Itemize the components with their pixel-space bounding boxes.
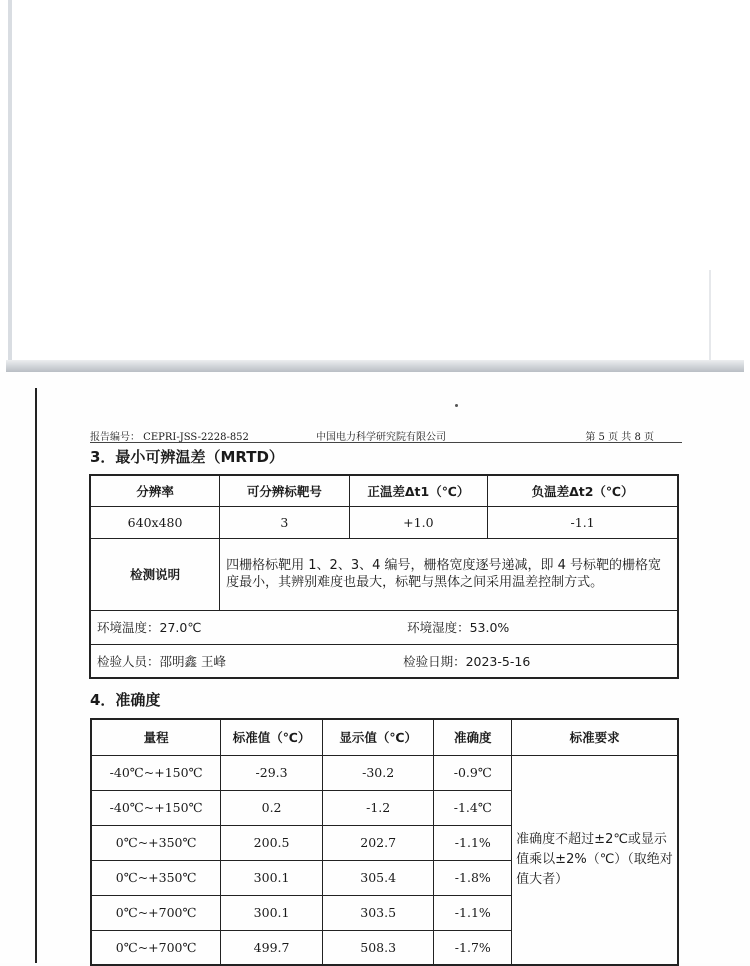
accuracy-header-row [91,719,678,755]
inspection-date: 检验日期：2023-5-16 [349,644,678,678]
cell-accuracy: -1.1% [434,895,512,930]
page-binding-line [35,388,37,963]
requirement-text: 准确度不超过±2℃或显示值乘以±2%（℃）（取绝对值大者） [512,755,678,965]
scan-speck [455,404,458,407]
col-accuracy: 准确度 [434,719,512,755]
env-row [90,610,678,644]
report-number: 报告编号： CEPRI-JSS-2228-852 [90,432,249,443]
cell-standard: 200.5 [221,825,323,860]
sheet-right-edge [709,270,711,365]
col-standard-value: 标准值（℃） [221,719,323,755]
page-header [90,426,682,443]
section-4-title: 4．准确度 [90,691,161,709]
mrtd-table [89,474,679,679]
desc-text: 四栅格标靶用 1、2、3、4 编号，栅格宽度逐号递减，即 4 号标靶的栅格宽度最小，其辨别难度也最大，标靶与黑体之间采用温差控制方式。 [220,538,678,610]
col-positive-delta: 正温差Δt1（℃） [349,475,488,506]
cell-accuracy: -1.4℃ [434,790,512,825]
cell-display: 508.3 [322,930,434,965]
col-requirement: 标准要求 [512,719,678,755]
cell-range: -40℃~+150℃ [91,755,221,790]
cell-display: -1.2 [322,790,434,825]
cell-range: 0℃~+700℃ [91,930,221,965]
mrtd-header-row [90,475,678,506]
inspectors: 检验人员：邵明鑫 王峰 [90,644,349,678]
section-3-title: 3．最小可辨温差（MRTD） [90,448,284,466]
cell-standard: 300.1 [221,860,323,895]
inspection-row [90,644,678,678]
organization-name: 中国电力科学研究院有限公司 [316,432,446,443]
col-range: 量程 [91,719,221,755]
cell-display: 202.7 [322,825,434,860]
col-display-value: 显示值（℃） [322,719,434,755]
cell-standard: -29.3 [221,755,323,790]
mrtd-data-row [90,506,678,538]
cell-range: -40℃~+150℃ [91,790,221,825]
cell-accuracy: -0.9℃ [434,755,512,790]
col-negative-delta: 负温差Δt2（℃） [488,475,678,506]
sheet-left-edge [8,0,12,365]
sheet-bottom-edge [6,360,744,372]
cell-standard: 0.2 [221,790,323,825]
cell-accuracy: -1.1% [434,825,512,860]
cell-accuracy: -1.7% [434,930,512,965]
page-number: 第 5 页 共 8 页 [585,432,654,443]
previous-page-sheet [0,0,750,372]
table-row [91,755,678,790]
cell-positive-delta: +1.0 [349,506,488,538]
report-page [0,372,750,963]
env-humidity: 环境湿度：53.0% [349,610,678,644]
env-temperature: 环境温度：27.0℃ [90,610,349,644]
cell-display: 305.4 [322,860,434,895]
cell-standard: 499.7 [221,930,323,965]
cell-standard: 300.1 [221,895,323,930]
cell-range: 0℃~+700℃ [91,895,221,930]
cell-range: 0℃~+350℃ [91,825,221,860]
col-target-number: 可分辨标靶号 [220,475,349,506]
col-resolution: 分辨率 [90,475,220,506]
mrtd-description-row [90,538,678,610]
desc-label: 检测说明 [90,538,220,610]
cell-resolution: 640x480 [90,506,220,538]
accuracy-table [90,718,679,966]
cell-display: -30.2 [322,755,434,790]
cell-target-number: 3 [220,506,349,538]
cell-range: 0℃~+350℃ [91,860,221,895]
cell-accuracy: -1.8% [434,860,512,895]
cell-negative-delta: -1.1 [488,506,678,538]
cell-display: 303.5 [322,895,434,930]
